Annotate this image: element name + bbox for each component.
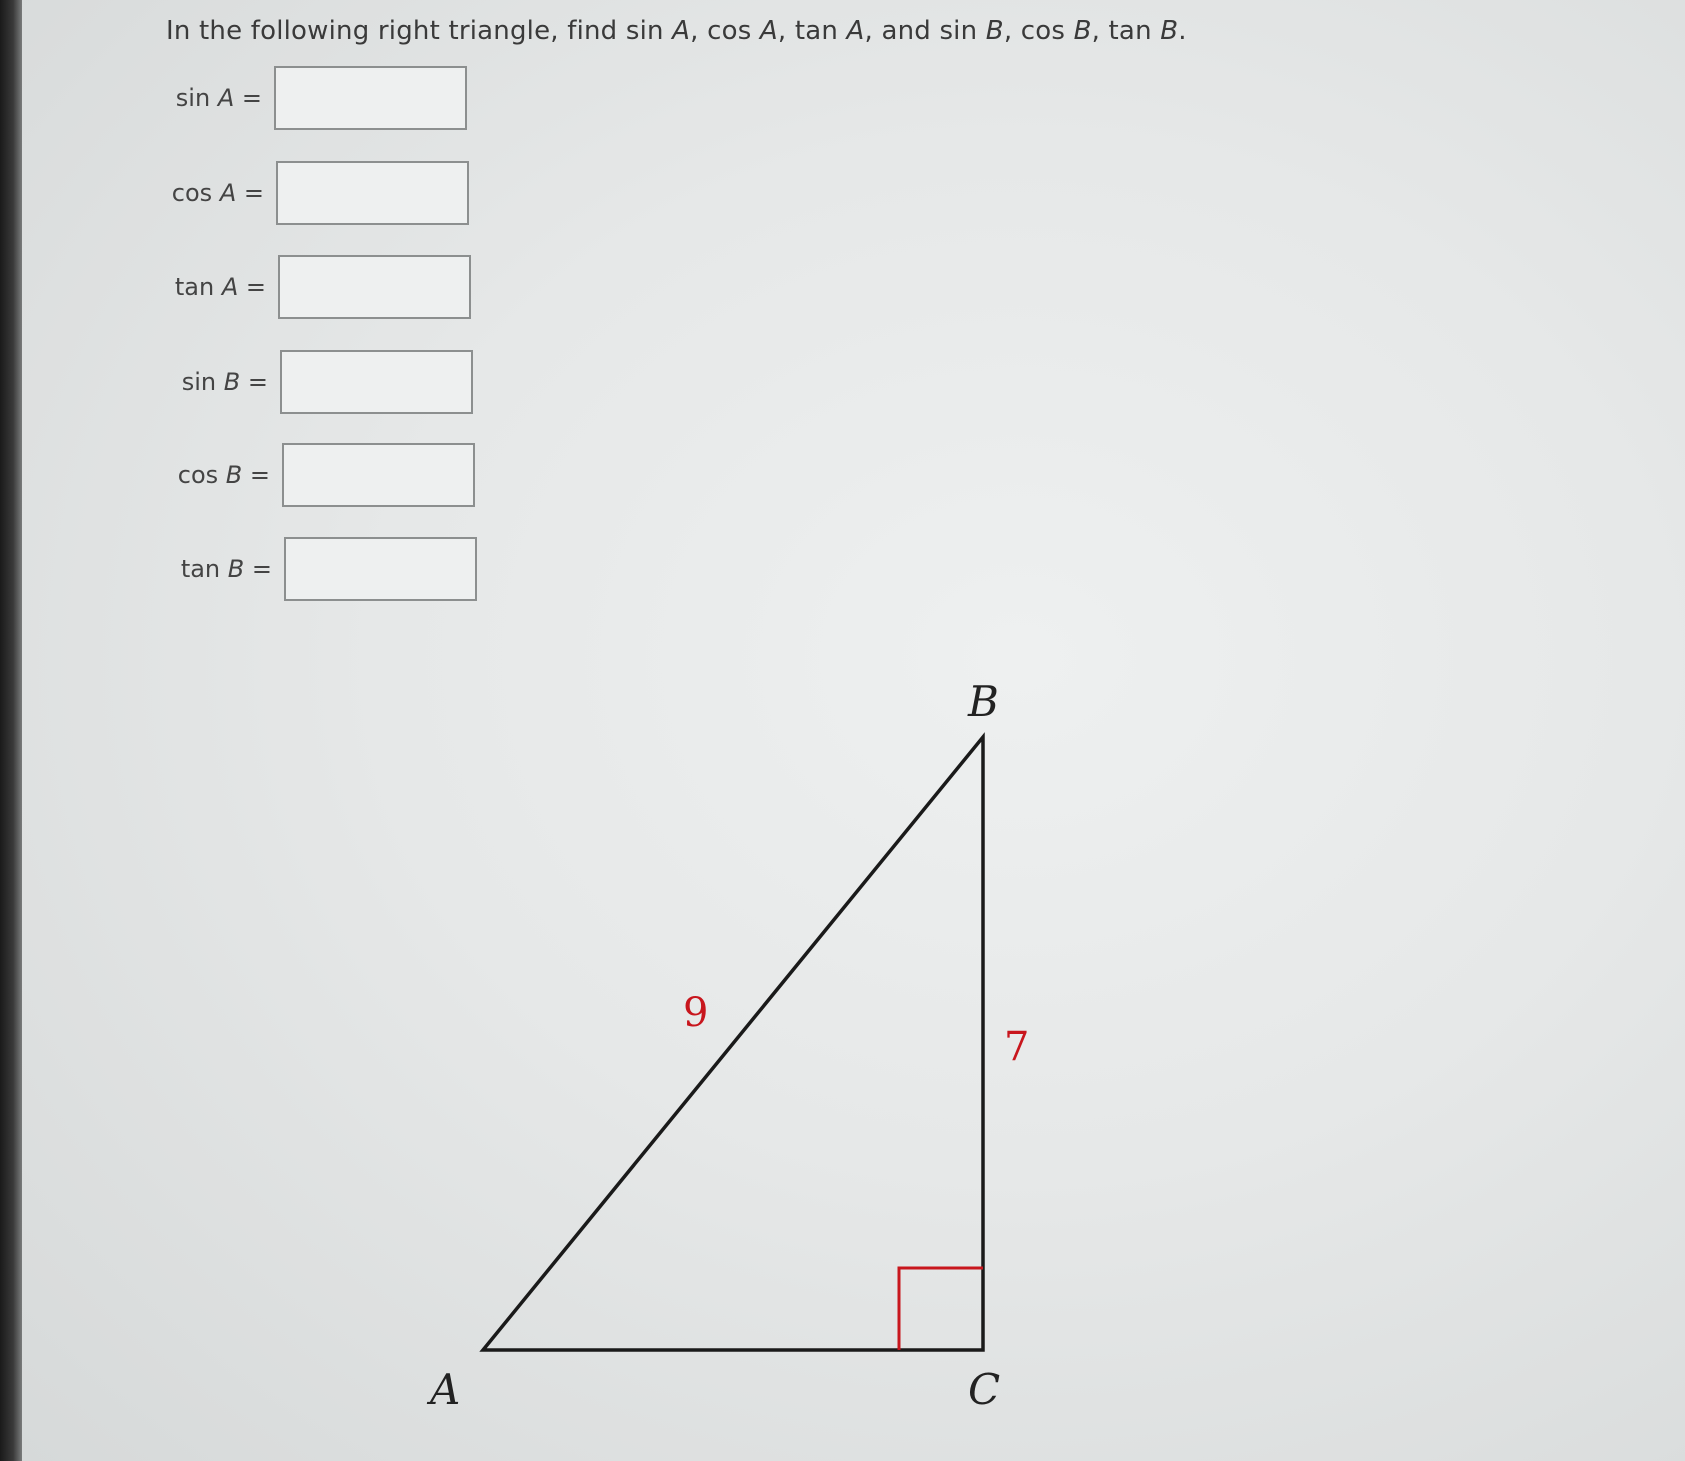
answer-label-tan-b: tan B =: [180, 555, 272, 583]
right-angle-marker: [899, 1268, 983, 1350]
hypotenuse-length-label: 9: [683, 990, 709, 1036]
vertex-label-c: C: [968, 1365, 1001, 1414]
answer-label-cos-a: cos A =: [171, 179, 264, 207]
answer-label-tan-a: tan A =: [174, 273, 266, 301]
vertex-label-a: A: [430, 1365, 461, 1414]
side-bc-length-label: 7: [1004, 1024, 1030, 1070]
answer-label-sin-b: sin B =: [181, 368, 268, 396]
question-text: In the following right triangle, find sin A, cos A, tan A, and sin B, cos B, tan B.: [166, 16, 1187, 46]
answer-label-sin-a: sin A =: [175, 84, 262, 112]
vertex-label-b: B: [968, 677, 999, 726]
answer-label-cos-b: cos B =: [177, 461, 270, 489]
triangle-shape: [483, 737, 983, 1350]
